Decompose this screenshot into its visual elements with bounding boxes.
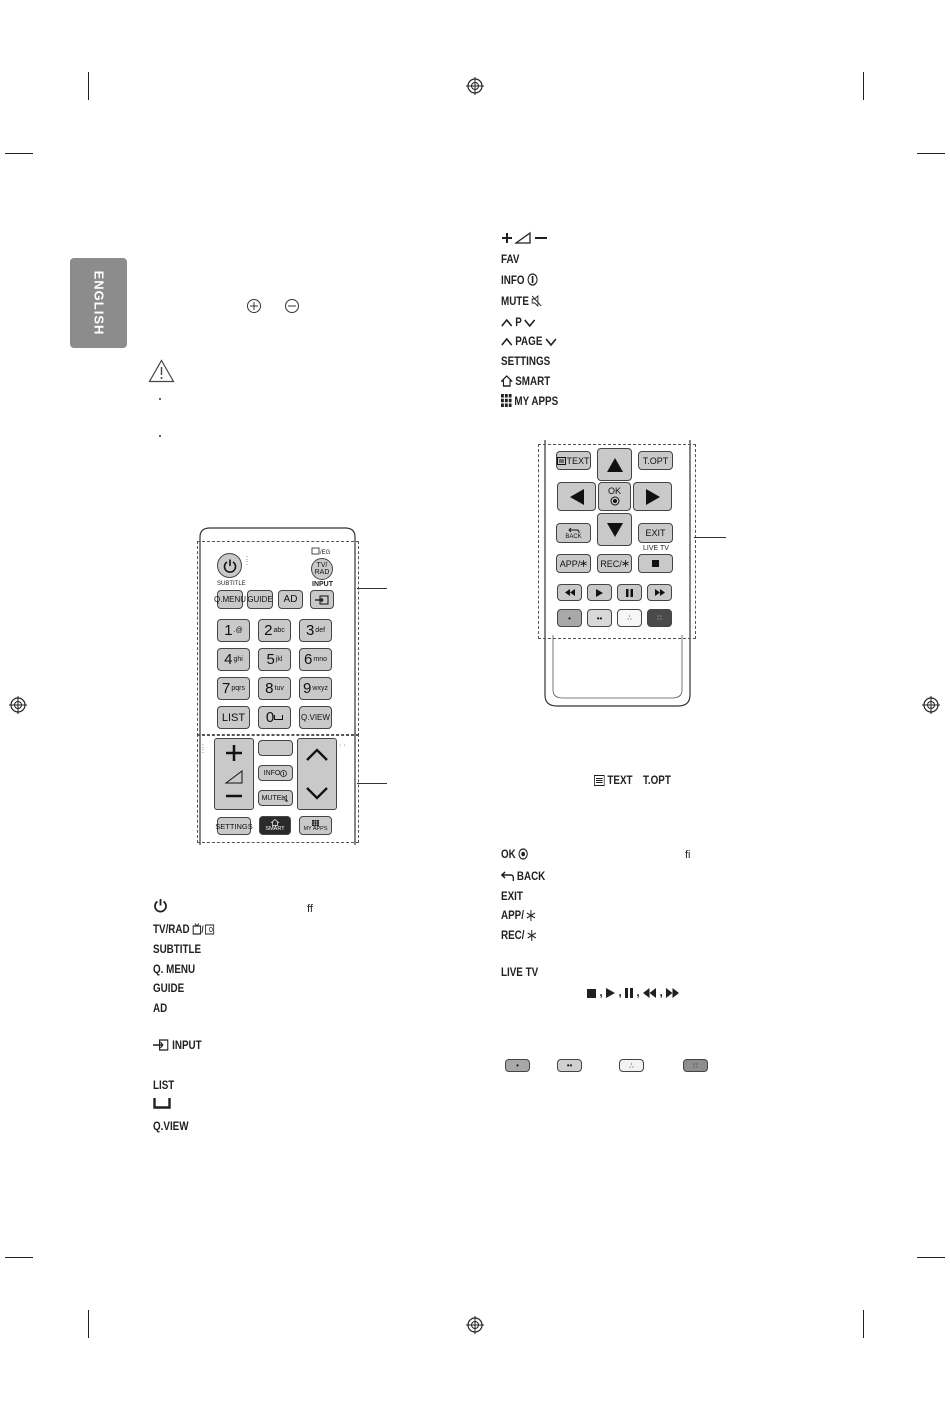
- key-app: APP/: [501, 908, 536, 922]
- key-settings: SETTINGS: [501, 354, 551, 368]
- power-icon: [222, 558, 238, 574]
- key-ad: AD: [153, 1001, 168, 1015]
- volume-icon: [216, 739, 252, 807]
- app-label: APP/: [559, 558, 581, 569]
- key-rec: REC/: [501, 928, 536, 942]
- number-button-7[interactable]: [217, 677, 250, 700]
- bullet-icon: [159, 435, 161, 437]
- arrow-up-icon: [607, 458, 623, 472]
- caution-icon: [148, 359, 175, 383]
- exit-button[interactable]: EXIT: [638, 523, 673, 543]
- arrow-right-icon: [646, 489, 660, 505]
- text-button[interactable]: [556, 451, 591, 470]
- volume-dots: : :: [202, 743, 204, 755]
- stop-icon: [652, 560, 659, 567]
- registration-mark-icon: [922, 696, 940, 714]
- ok-button[interactable]: [598, 482, 631, 511]
- plus-circle-icon: [246, 298, 262, 314]
- smart-home-button[interactable]: [259, 816, 291, 835]
- subtitle-label: SUBTITLE: [217, 581, 246, 587]
- rewind-icon: [565, 589, 575, 596]
- ok-label: OK: [607, 486, 621, 496]
- volume-rocker[interactable]: [214, 738, 254, 810]
- ad-button[interactable]: AD: [278, 590, 303, 609]
- svg-text:/EG: /EG: [320, 550, 331, 555]
- chevron-up-icon: [501, 318, 512, 328]
- space-icon: [274, 715, 283, 720]
- input-icon: [315, 595, 329, 605]
- nav-right-button[interactable]: [633, 482, 672, 511]
- stop-glyph-icon: [587, 989, 596, 998]
- crop-mark: [917, 153, 945, 154]
- input-glyph-icon: [153, 1039, 169, 1051]
- number-button-4[interactable]: [217, 648, 250, 671]
- volume-glyph-icon: [501, 231, 549, 245]
- key-live-tv: LIVE TV: [501, 965, 539, 979]
- registration-mark-icon: [466, 77, 484, 95]
- number-letters: jkl: [275, 656, 283, 663]
- registration-mark-icon: [466, 1316, 484, 1334]
- key-t-opt: T.OPT: [643, 773, 671, 787]
- mute-glyph-icon: [532, 295, 543, 307]
- fast-forward-icon: [655, 589, 665, 596]
- ok-circle-icon: [610, 496, 620, 506]
- number-button-1[interactable]: [217, 619, 250, 642]
- leader-line: [357, 783, 387, 784]
- fast-forward-glyph-icon: [666, 988, 679, 998]
- back-button[interactable]: [556, 523, 591, 543]
- key-my-apps: MY APPS: [501, 394, 558, 408]
- key-page: PAGE: [501, 334, 557, 348]
- crop-mark: [863, 72, 864, 100]
- app-button[interactable]: [556, 554, 591, 573]
- key-back: BACK: [501, 869, 545, 883]
- tv-radio-glyph-icon: [192, 923, 215, 935]
- asterisk-icon: [622, 560, 629, 567]
- number-digit: 4: [224, 651, 233, 668]
- ok-description-fragment: fi: [685, 849, 691, 861]
- key-q-menu: Q. MENU: [153, 962, 196, 976]
- crop-mark: [5, 153, 33, 154]
- t-opt-button[interactable]: T.OPT: [638, 451, 673, 470]
- asterisk-glyph-icon: [527, 930, 536, 941]
- back-glyph-icon: [501, 871, 514, 882]
- number-letters: ghi: [233, 656, 243, 663]
- number-button-9[interactable]: [299, 677, 332, 700]
- crop-mark: [863, 1310, 864, 1338]
- language-tab: [70, 258, 127, 348]
- key-exit: EXIT: [501, 889, 523, 903]
- arrow-left-icon: [570, 489, 584, 505]
- play-button[interactable]: [587, 584, 612, 601]
- registration-mark-icon: [9, 696, 27, 714]
- leader-line: [694, 537, 726, 538]
- q-menu-button[interactable]: Q.MENU: [217, 590, 243, 609]
- pause-icon: [626, 589, 633, 597]
- info-glyph-icon: [527, 273, 538, 286]
- number-digit: 6: [304, 651, 313, 668]
- program-icon: [299, 740, 335, 808]
- number-digit: 7: [222, 680, 231, 697]
- zero-digit: 0: [265, 709, 275, 726]
- home-glyph-icon: [501, 375, 512, 387]
- key-list: LIST: [153, 1078, 175, 1092]
- asterisk-icon: [580, 560, 587, 567]
- number-digit: 8: [265, 680, 274, 697]
- bullet-icon: [159, 398, 161, 400]
- minus-circle-icon: [284, 298, 300, 314]
- info-icon: [280, 770, 287, 777]
- guide-button[interactable]: GUIDE: [247, 590, 273, 609]
- key-subtitle: SUBTITLE: [153, 942, 202, 956]
- chevron-down-icon: [524, 318, 535, 328]
- apps-grid-glyph-icon: [501, 394, 512, 407]
- svg-text:/: /: [201, 924, 204, 935]
- key-guide: GUIDE: [153, 981, 185, 995]
- leader-line: [357, 588, 387, 589]
- play-glyph-icon: [606, 988, 615, 998]
- number-letters: wxyz: [312, 685, 328, 692]
- rewind-glyph-icon: [643, 988, 656, 998]
- number-button-8[interactable]: [258, 677, 291, 700]
- number-digit: 1: [224, 622, 233, 639]
- mute-button[interactable]: [258, 790, 293, 806]
- asterisk-glyph-icon: [527, 910, 536, 921]
- number-button-5[interactable]: [258, 648, 291, 671]
- crop-mark: [88, 1310, 89, 1338]
- number-digit: 5: [266, 651, 275, 668]
- number-digit: 2: [264, 622, 273, 639]
- arrow-down-icon: [607, 523, 623, 537]
- key-q-view: Q.VIEW: [153, 1119, 189, 1133]
- blue-key-glyph-icon: ∷: [683, 1059, 708, 1072]
- number-letters: abc: [273, 627, 285, 634]
- key-info: INFO: [501, 273, 538, 287]
- red-key-glyph-icon: •: [505, 1059, 530, 1072]
- number-letters: .@: [233, 627, 243, 634]
- power-button[interactable]: [217, 553, 242, 578]
- key-input: INPUT: [153, 1038, 202, 1052]
- power-glyph-icon: [153, 898, 168, 913]
- tv-rad-button[interactable]: TV/ RAD: [311, 558, 333, 580]
- settings-button[interactable]: SETTINGS: [217, 817, 251, 835]
- blue-button[interactable]: ∷: [647, 609, 672, 627]
- power-dots: : :: [246, 555, 248, 567]
- nav-left-button[interactable]: [557, 482, 596, 511]
- language-tab-label: ENGLISH: [91, 270, 106, 336]
- key-fav: FAV: [501, 252, 520, 266]
- chevron-down-icon: [545, 337, 556, 347]
- my-apps-button[interactable]: [299, 816, 332, 835]
- mute-icon: [281, 795, 289, 802]
- crop-mark: [917, 1257, 945, 1258]
- crop-mark: [5, 1257, 33, 1258]
- green-button[interactable]: ••: [587, 609, 612, 627]
- number-button-6[interactable]: [299, 648, 332, 671]
- number-button-3[interactable]: [299, 619, 332, 642]
- number-button-2[interactable]: [258, 619, 291, 642]
- yellow-key-glyph-icon: ∴: [619, 1059, 644, 1072]
- zero-space-button[interactable]: [258, 706, 291, 729]
- fast-forward-button[interactable]: [647, 584, 672, 601]
- green-key-glyph-icon: ••: [557, 1059, 582, 1072]
- power-description-fragment: ff: [307, 903, 313, 915]
- number-letters: tuv: [274, 685, 284, 692]
- key-mute: MUTE: [501, 294, 542, 308]
- number-digit: 9: [303, 680, 312, 697]
- key-tv-rad: TV/RAD /: [153, 922, 215, 936]
- fav-button[interactable]: [258, 740, 293, 756]
- q-view-button[interactable]: Q.VIEW: [299, 706, 332, 729]
- tv-rad-glyph-icon: [311, 547, 333, 555]
- my-apps-label: MY APPS: [303, 825, 328, 832]
- program-dots: · ·: [339, 742, 346, 749]
- key-program: P: [501, 315, 536, 329]
- key-smart: SMART: [501, 374, 550, 388]
- list-button[interactable]: LIST: [217, 706, 250, 729]
- number-letters: pqrs: [231, 685, 245, 692]
- number-letters: def: [315, 627, 326, 634]
- number-letters: mno: [313, 656, 327, 663]
- pause-button[interactable]: [617, 584, 642, 601]
- chevron-up-icon: [501, 337, 512, 347]
- key-ok: OK: [501, 847, 528, 861]
- back-label: BACK: [565, 533, 582, 540]
- back-arrow-icon: [568, 527, 580, 534]
- number-digit: 3: [305, 622, 315, 639]
- input-button[interactable]: [310, 590, 334, 609]
- input-label: INPUT: [312, 581, 333, 588]
- space-glyph-icon: [153, 1097, 171, 1109]
- live-tv-label: LIVE TV: [643, 545, 669, 552]
- home-icon: [271, 819, 279, 826]
- play-icon: [596, 589, 603, 597]
- rec-label: REC/: [600, 558, 622, 569]
- smart-label: SMART: [265, 826, 285, 832]
- program-rocker[interactable]: [297, 738, 337, 810]
- playback-key-list: , , , ,: [587, 985, 679, 999]
- nav-down-button[interactable]: [597, 513, 632, 546]
- rewind-button[interactable]: [557, 584, 582, 601]
- info-button[interactable]: [258, 765, 293, 781]
- info-label: INFO: [263, 769, 281, 777]
- mute-label: MUTE: [261, 794, 282, 802]
- pause-glyph-icon: [625, 988, 633, 998]
- teletext-glyph-icon: [594, 775, 605, 786]
- key-text: TEXT: [594, 773, 633, 787]
- stop-button[interactable]: [638, 554, 673, 573]
- red-button[interactable]: •: [557, 609, 582, 627]
- ok-glyph-icon: [519, 848, 529, 860]
- nav-up-button[interactable]: [597, 448, 632, 481]
- rec-button[interactable]: [597, 554, 632, 573]
- yellow-button[interactable]: ∴: [617, 609, 642, 627]
- teletext-icon: [557, 457, 566, 465]
- text-button-label: TEXT: [566, 455, 590, 466]
- crop-mark: [88, 72, 89, 100]
